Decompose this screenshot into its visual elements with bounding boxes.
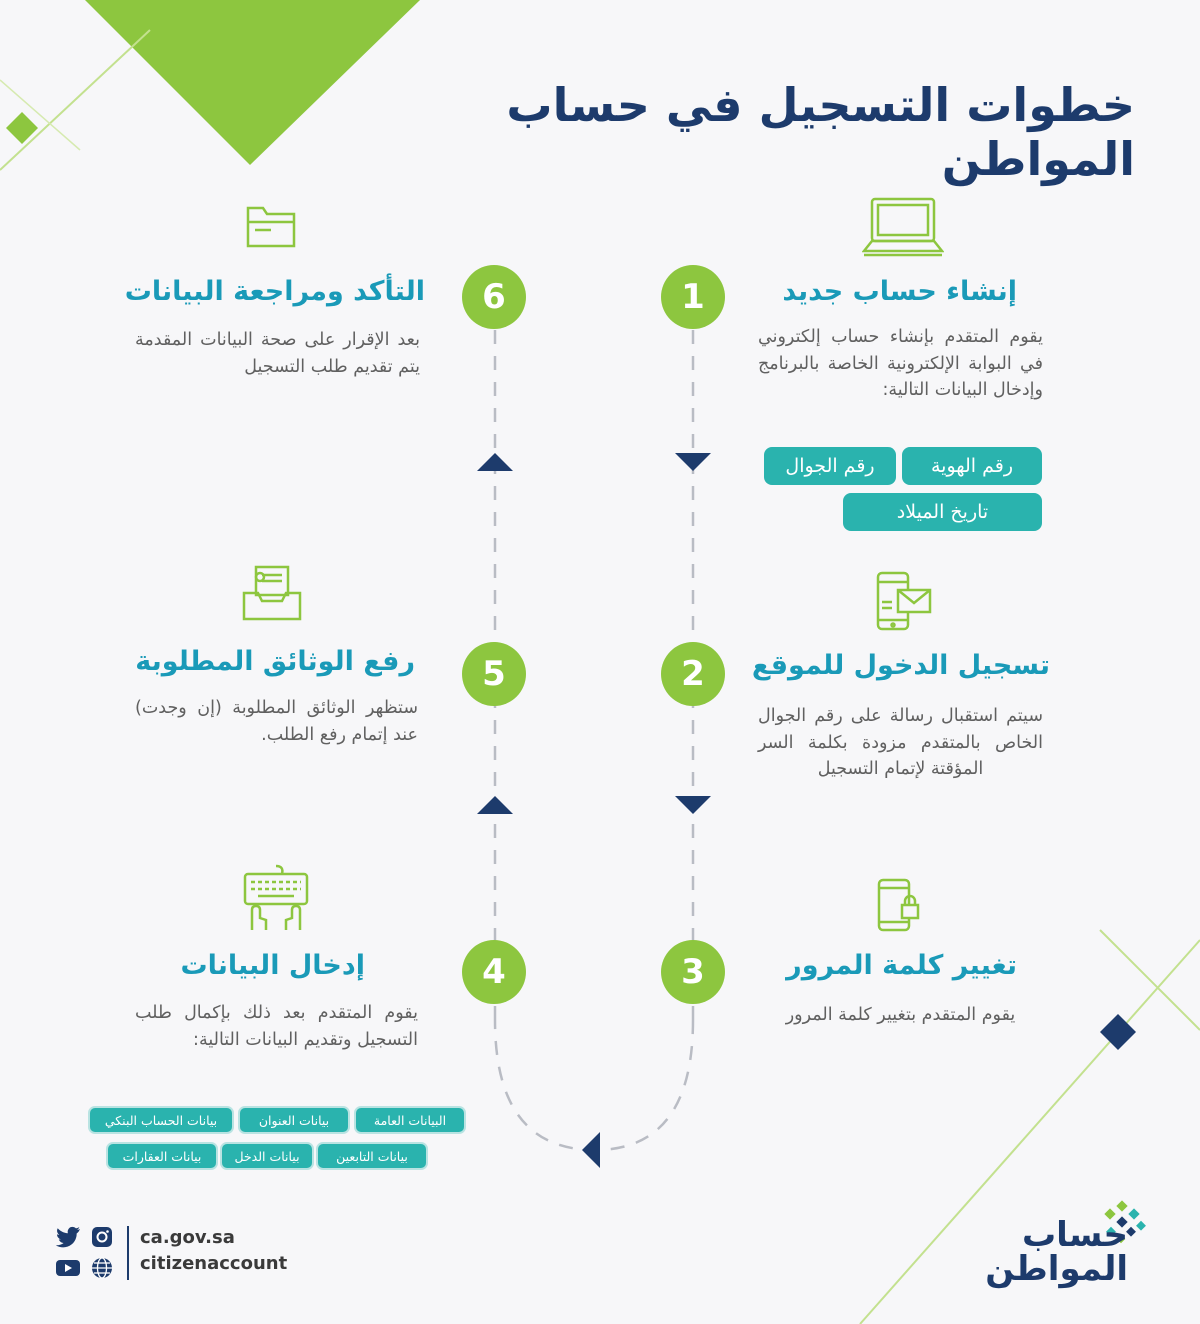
arrow-down-icon — [675, 453, 711, 471]
tag-bank-account-data: بيانات الحساب البنكي — [88, 1106, 234, 1134]
flow-connector — [440, 320, 760, 1180]
step-number-6: 6 — [462, 265, 526, 329]
arrow-down-icon — [675, 796, 711, 814]
laptop-icon — [862, 195, 944, 261]
footer-links — [140, 1225, 287, 1277]
step-5-description: ستظهر الوثائق المطلوبة (إن وجدت) عند إتمام رفع الطلب. — [135, 698, 418, 745]
folder-icon — [245, 202, 297, 250]
step-3-description: يقوم المتقدم بتغيير كلمة المرور — [785, 1005, 1016, 1025]
logo-text — [985, 1215, 1128, 1289]
tag-income-data: بيانات الدخل — [220, 1142, 314, 1170]
tag-property-data: بيانات العقارات — [106, 1142, 218, 1170]
tag-address-data: بيانات العنوان — [238, 1106, 350, 1134]
document-tray-icon — [240, 563, 304, 623]
twitter-icon[interactable] — [55, 1226, 81, 1248]
step-2-title: تسجيل الدخول للموقع — [751, 650, 1050, 681]
instagram-icon[interactable] — [91, 1226, 113, 1248]
step-number-5: 5 — [462, 642, 526, 706]
tag-general-data: البيانات العامة — [354, 1106, 466, 1134]
youtube-icon[interactable] — [55, 1258, 81, 1278]
footer-divider — [127, 1226, 129, 1280]
phone-message-icon — [872, 570, 934, 634]
arrow-up-icon — [477, 453, 513, 471]
step-1-title: إنشاء حساب جديد — [782, 276, 1017, 307]
logo-line-2: المواطن — [985, 1249, 1128, 1289]
step-6-title: التأكد ومراجعة البيانات — [124, 276, 425, 307]
phone-lock-icon — [876, 877, 922, 933]
step-4-description: يقوم المتقدم بعد ذلك بإكمال طلب التسجيل وتقديم البيانات التالية: — [135, 1003, 418, 1050]
website-link[interactable]: ca.gov.sa — [140, 1227, 235, 1248]
arrow-up-icon — [477, 796, 513, 814]
step-2-description: سيتم استقبال رسالة على رقم الجوال الخاص بالمتقدم مزودة بكلمة السر المؤقتة لإتمام التسجيل — [758, 706, 1043, 779]
tag-dependents-data: بيانات التابعين — [316, 1142, 428, 1170]
tag-id-number: رقم الهوية — [902, 447, 1042, 485]
page-title: خطوات التسجيل في حساب المواطن — [506, 78, 1135, 186]
arrow-left-icon — [582, 1132, 600, 1168]
tag-mobile-number: رقم الجوال — [764, 447, 896, 485]
step-1-description: يقوم المتقدم بإنشاء حساب إلكتروني في البوابة الإلكترونية الخاصة بالبرنامج وإدخال البيانات التالية: — [758, 327, 1043, 400]
step-6-description: بعد الإقرار على صحة البيانات المقدمة يتم تقديم طلب التسجيل — [135, 330, 420, 377]
logo-line-1: حساب — [1021, 1215, 1128, 1255]
step-number-3: 3 — [661, 940, 725, 1004]
step-number-4: 4 — [462, 940, 526, 1004]
step-5-title: رفع الوثائق المطلوبة — [135, 646, 415, 677]
globe-icon[interactable] — [91, 1257, 113, 1279]
keyboard-icon — [240, 862, 312, 934]
social-icons — [55, 1226, 117, 1282]
step-number-1: 1 — [661, 265, 725, 329]
step-3-title: تغيير كلمة المرور — [786, 950, 1017, 981]
step-4-title: إدخال البيانات — [180, 950, 365, 981]
social-handle[interactable]: citizenaccount — [140, 1253, 288, 1274]
step-number-2: 2 — [661, 642, 725, 706]
tag-birth-date: تاريخ الميلاد — [843, 493, 1042, 531]
